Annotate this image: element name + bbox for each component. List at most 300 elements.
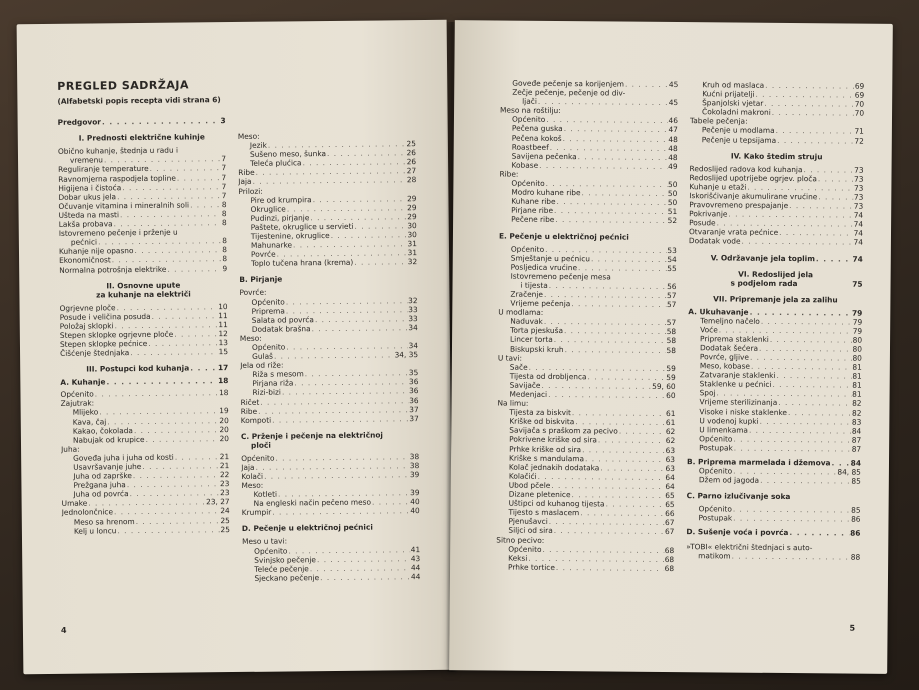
toc-leader-dots [619, 427, 665, 436]
toc-entry-page: 79 [852, 326, 863, 336]
toc-entry-page: 73 [853, 192, 864, 202]
toc-entry-title: Prilozi: [238, 186, 263, 196]
toc-entry-title: i tijesta [520, 280, 548, 290]
toc-entry-title: Prhke tortice [508, 562, 555, 572]
toc-leader-dots [733, 514, 850, 524]
toc-entry-page: 61 [665, 418, 676, 428]
toc-entry-page: 50 [667, 198, 678, 208]
toc-entry-page: 57 [667, 290, 677, 301]
toc-entry-title: Zajutrak: [60, 398, 95, 409]
toc-entry-page: 51 [667, 207, 678, 217]
toc-entry-title: Rizi-bizi [252, 387, 281, 398]
toc-entry-page: 57 [666, 318, 677, 328]
toc-entry [240, 350, 418, 361]
toc-entry-page: 7 [221, 181, 227, 191]
right-column-2 [686, 80, 864, 561]
toc-entry-page: 57 [666, 300, 677, 310]
toc-entry-title: Sušeno meso, šunka [249, 149, 327, 160]
toc-entry-page: 45 [668, 79, 679, 90]
toc-entry-page: 63 [665, 445, 676, 455]
toc-entry-title: Spoj [699, 388, 716, 398]
toc-entry-page: 81 [852, 389, 862, 400]
toc-entry-title: Kuhane ribe [511, 196, 556, 207]
toc-entry-page: 67 [665, 518, 675, 528]
toc-entry-title: Tabele pečenja: [689, 116, 748, 127]
toc-leader-dots [523, 360, 675, 361]
toc-entry-title: Lincer torta [510, 335, 553, 345]
left-column-1 [57, 80, 230, 535]
toc-entry-title: Meso: [237, 131, 260, 141]
toc-entry-title: Torta pjeskuša [510, 325, 564, 336]
toc-entry-title: Kuhanje u etaži [689, 181, 747, 192]
toc-leader-dots [284, 366, 417, 367]
toc-entry-page: 61 [665, 409, 676, 419]
toc-list-right-s1 [499, 79, 678, 226]
toc-leader-dots [81, 450, 228, 452]
toc-entry-page: 31 [407, 239, 417, 249]
toc-entry-title: Vrijeme pečenja [510, 298, 571, 309]
toc-entry-title: Pečena kokoš [511, 133, 562, 143]
section-heading-2b: za kuhanje na električi [96, 289, 191, 300]
subsection-b-marmelada: B. Priprema marmelada i džemova . . . 84 [687, 457, 861, 468]
toc-entry-page: 63 [665, 454, 676, 464]
toc-entry-page: 32 [408, 295, 418, 305]
toc-entry-title: Pečenje u tepsijama [701, 134, 777, 145]
toc-entry-page: 85 [851, 505, 861, 515]
toc-entry-title: Jaja [241, 462, 255, 472]
subsection-d-head: D. Pečenje u električnoj pećnici [241, 523, 373, 534]
toc-entry-page: 34 [408, 322, 418, 332]
toc-entry-page: 21 [219, 451, 230, 462]
toc-entry-page: 81 [852, 371, 862, 381]
toc-entry-title: Pravovremeno prespajanje [689, 200, 789, 211]
toc-entry-page: 13 [218, 338, 229, 348]
toc-entry-title: Općenito [251, 296, 285, 307]
toc-entry-page: 73 [853, 183, 864, 193]
toc-entry-title: Džem od jagoda [698, 475, 760, 485]
toc-entry-page: 44 [410, 562, 421, 572]
toc-leader-dots [571, 299, 666, 309]
toc-entry-title: Siljci od sira [508, 525, 553, 536]
toc-leader-dots [804, 165, 854, 175]
toc-leader-dots [174, 329, 217, 339]
toc-entry-page: 84 [851, 426, 862, 436]
toc-leader-dots [777, 135, 853, 145]
toc-leader-dots [117, 525, 219, 535]
toc-entry-title: Općenito [508, 544, 542, 554]
toc-entry-title: Savijača s praškom za pecivo [509, 425, 618, 436]
toc-entry [241, 470, 419, 481]
toc-entry [686, 514, 860, 525]
toc-entry [690, 135, 864, 146]
toc-list-right2-s4 [687, 466, 861, 486]
toc-entry-title: Juha od zaprške [73, 471, 132, 481]
page-number-left: 4 [60, 625, 67, 635]
section-heading-2a: II. Osnovne upute [106, 280, 181, 290]
toc-entry-page: 48 [668, 134, 678, 144]
subsection-c-head1: C. Prženje i pečenje na električnoj [240, 430, 383, 441]
toc-leader-dots [734, 443, 851, 453]
toc-entry-page: 54 [667, 254, 677, 264]
toc-entry-title: Ribe: [499, 169, 519, 179]
toc-entry-page: 19 [219, 406, 229, 416]
toc-entry-title: Mahunarke [250, 240, 293, 250]
toc-leader-dots [606, 500, 665, 510]
toc-entry-page: 30 [407, 230, 417, 240]
toc-entry-title: Kobase [511, 160, 539, 170]
toc-entry-page: 74 [853, 228, 864, 238]
toc-entry-page: 25 [220, 524, 230, 534]
toc-entry-title: Zračenje [510, 289, 544, 299]
toc-entry-page: 36 [409, 395, 419, 405]
toc-entry-title: Sače [509, 362, 528, 372]
toc-entry-page: 65 [665, 490, 675, 501]
toc-entry-title: ljači [522, 96, 537, 107]
toc-entry [60, 388, 228, 399]
toc-entry-title: Pečenje u modlama [701, 125, 775, 136]
toc-entry-title: Španjolski vjetar [702, 98, 764, 108]
toc-entry-title: Toplo tučena hrana (krema) [251, 258, 354, 269]
toc-entry-title: Pečena guska [511, 124, 563, 134]
toc-entry-page: 28 [406, 175, 417, 185]
toc-entry-page: 8 [221, 209, 227, 219]
toc-leader-dots [519, 177, 676, 178]
toc-leader-dots [372, 497, 409, 506]
toc-entry-title: Meso: [241, 480, 264, 491]
toc-entry-title: U limenkama [699, 424, 749, 435]
toc-entry-title: Pirjane ribe [511, 205, 554, 216]
toc-entry-page: 64 [665, 481, 675, 491]
toc-entry [59, 264, 227, 275]
toc-entry-title: Općenito [698, 504, 732, 514]
toc-entry-page: 70 [854, 99, 865, 109]
toc-entry-title: Juha od povrća [73, 489, 129, 499]
toc-entry-page: 70 [854, 108, 865, 118]
toc-entry-title: Voće [700, 324, 718, 335]
section-heading-3: III. Postupci kod kuhanja . . . 17 [60, 363, 228, 374]
section-heading-4: IV. Kako štedim struju [730, 151, 823, 161]
toc-entry-title: Nabujak od krupice [72, 434, 145, 445]
toc-leader-dots [760, 476, 850, 486]
toc-entry-title: Pokrivanje [689, 209, 728, 219]
toc-entry-title: Tijestenine, okruglice [250, 231, 330, 241]
toc-entry-title: Juha: [61, 444, 80, 454]
toc-entry-page: 85 [851, 476, 861, 486]
page-number-right: 5 [849, 623, 856, 633]
toc-entry-page: 39 [409, 470, 420, 480]
toc-entry-page: 25 [406, 139, 416, 149]
subsection-a-ukuhavanje: A. Ukuhavanje . . . 79 [688, 307, 862, 318]
toc-entry [242, 572, 420, 583]
toc-entry-title: Dobar ukus jela [58, 191, 117, 202]
toc-entry-title: Medenjaci [509, 389, 548, 399]
toc-entry [238, 176, 416, 187]
toc-entry-title: Ekonomičnost [59, 255, 111, 266]
toc-entry-title: Čokoladni makroni [702, 107, 771, 118]
toc-entry [61, 434, 229, 445]
toc-entry-title: Istovremeno pečenje mesa [510, 271, 611, 282]
subsection-c-head2: ploči [250, 440, 271, 450]
toc-entry [496, 562, 674, 573]
toc-entry-page: 58 [666, 345, 677, 355]
toc-leader-dots [562, 113, 677, 114]
toc-entry-title: Istovremeno pečenje i prženje u [58, 227, 178, 238]
toc-leader-dots [130, 347, 217, 357]
toc-entry-page: 15 [218, 347, 229, 357]
toc-entry-title: pećnici [70, 237, 98, 247]
toc-entry [242, 506, 420, 517]
toc-entry-title: Općenito [241, 453, 275, 463]
toc-entry-page: 81 [852, 380, 862, 390]
toc-entry-page: 18 [219, 388, 229, 398]
toc-entry-title: Normalna potrošnja elektrike [59, 264, 167, 275]
toc-entry-page: 80 [852, 353, 862, 363]
toc-entry-page: 80 [852, 335, 863, 345]
toc-leader-dots [565, 345, 666, 355]
toc-leader-dots [554, 526, 664, 536]
toc-entry-title: Vrijeme sterilizinanja [699, 397, 778, 408]
toc-entry-title: Meso, kobase [699, 361, 751, 371]
toc-entry-page: 68 [664, 554, 675, 564]
toc-entry-page: 29 [407, 211, 417, 222]
toc-entry-page: 52 [667, 216, 678, 226]
toc-entry [689, 237, 863, 248]
toc-entry-title: Posude i veličina posuda [59, 311, 151, 322]
subsection-e-head: E. Pečenje u električnoj pećnici [498, 230, 629, 242]
toc-entry-page: 45 [668, 98, 679, 108]
toc-entry-title: Posljedica vrućine [510, 262, 578, 272]
right-column-1 [496, 79, 678, 573]
toc-entry-title: Temeljno načelo [700, 315, 760, 326]
section-heading-6a: VI. Redoslijed jela [738, 269, 814, 279]
section-heading-7: VII. Pripremanje jela za zalihu [713, 293, 838, 304]
toc-entry-title: Položaj sklopki [59, 321, 114, 331]
toc-entry-page: 48 [668, 152, 678, 162]
toc-entry-page: 9 [222, 263, 228, 273]
toc-entry-title: Kotleti [253, 489, 278, 500]
toc-entry-title: Redoslijed radova kod kuhanja [689, 163, 803, 174]
toc-entry-title: Modro kuhane ribe [511, 187, 581, 198]
toc-entry-title: Iskorišćivanje akumulirane vrućine [689, 191, 818, 202]
toc-entry [687, 475, 861, 486]
toc-entry-page: 34, 35 [394, 350, 419, 360]
toc-entry-title: Savijena pečenka [511, 151, 577, 161]
toc-entry [60, 347, 228, 358]
toc-entry-title: Priprema staklenki [700, 334, 769, 344]
toc-entry-title: Lakša probava [58, 219, 113, 229]
toc-entry-title: Ogrjevne ploče [59, 302, 116, 313]
toc-list-s3 [60, 388, 230, 535]
toc-entry-title: Općenito [60, 389, 94, 400]
toc-entry-title: Svinjsko pečenje [254, 554, 317, 565]
toc-entry-title: Kućni prijatelji [702, 89, 755, 99]
toc-entry-page: 71 [854, 127, 864, 137]
toc-entry-page: 23 [220, 488, 230, 498]
toc-list-right2-s5 [686, 504, 860, 524]
toc-entry-title: Općenito [511, 114, 546, 125]
toc-leader-dots [177, 173, 221, 183]
toc-entry-title: Postupak [699, 443, 733, 453]
toc-entry-page: 25 [220, 515, 230, 525]
toc-entry-page: 49 [668, 161, 678, 171]
toc-entry-title: Riža s mesom [252, 369, 304, 380]
toc-entry-title: Salata od povrća [251, 314, 314, 325]
toc-entry-page: 8 [221, 218, 227, 228]
toc-entry-page: 12 [218, 328, 228, 339]
toc-entry-page: 82 [851, 408, 862, 418]
toc-leader-dots [274, 350, 394, 360]
toc-entry-page: 46 [668, 116, 679, 126]
toc-entry-title: Kakao, čokolada [72, 425, 133, 436]
subsection-c-sok: C. Parno izlučivanje soka [686, 491, 791, 502]
toc-entry-title: Sjeckano pečenje [254, 572, 320, 583]
toc-entry-title: Općenito [510, 244, 545, 254]
toc-leader-dots [354, 258, 407, 268]
toc-entry-title: Kompoti [240, 415, 272, 425]
toc-entry-page: 20 [219, 424, 229, 434]
toc-entry-page: 20 [219, 433, 230, 443]
toc-entry-title: U tavi: [497, 353, 523, 363]
toc-entry-title: Teleća plućica [250, 158, 302, 169]
toc-entry-page: 35 [408, 368, 419, 378]
toc-entry-title: Dizane pletenice [508, 489, 571, 500]
toc-entry-page: 55 [667, 263, 677, 273]
toc-entry-title: Redoslijed upotrijebe ogrjev. ploča [689, 172, 817, 184]
toc-entry-title: Jela od riže: [240, 360, 284, 371]
toc-entry [241, 414, 419, 425]
toc-entry-title: Meso u tavi: [241, 536, 288, 547]
toc-entry-page: 53 [667, 245, 677, 255]
toc-entry-page: 58 [666, 336, 677, 346]
toc-entry-title: Prežgana juha [73, 480, 126, 490]
toc-entry-page: 73 [854, 165, 864, 175]
toc-entry-page: 8 [221, 199, 227, 209]
toc-entry-title: Paštete, okruglice u servieti [250, 221, 354, 232]
toc-entry-title: Općenito [511, 178, 545, 188]
toc-entry-title: Pokrivene kriške od sira [509, 435, 597, 445]
toc-entry-title: Ričet [240, 397, 260, 407]
toc-entry-title: Stepen sklopke pećnice [59, 338, 148, 349]
toc-entry-page: 62 [665, 436, 676, 446]
toc-entry-page: 29 [407, 202, 417, 212]
toc-list-s1 [58, 145, 227, 274]
toc-entry-title: Kuhanje nije opasno [58, 246, 134, 257]
toc-entry-page: 50 [667, 179, 678, 190]
toc-entry-page: 27 [406, 166, 417, 176]
toc-entry-page: 22 [219, 470, 230, 480]
toc-entry-title: Smještanje u pećnicu [510, 253, 591, 263]
left-column-2 [238, 130, 421, 583]
toc-leader-dots [612, 279, 676, 280]
toc-entry-page: 73 [853, 201, 864, 211]
toc-entry-title: Keksi [508, 553, 528, 563]
toc-entry-title: Naduvak [510, 316, 543, 327]
toc-entry-page: 47 [668, 125, 678, 135]
toc-entry-page: 34 [408, 341, 419, 351]
toc-entry-page: 67 [664, 527, 675, 537]
toc-entry-title: Pjenušavci [508, 516, 548, 527]
toc-entry-page: 74 [853, 237, 863, 248]
toc-entry-title: Pirjana riža [252, 378, 294, 389]
page-title: PREGLED SADRŽAJA [57, 78, 190, 93]
toc-entry-page: 82 [852, 399, 862, 409]
toc-entry-title: Mlijeko [72, 407, 99, 418]
toc-entry-page: 86 [851, 514, 861, 525]
toc-entry-title: Kolačići [508, 471, 537, 481]
toc-leader-dots [818, 192, 853, 201]
toc-leader-dots [264, 470, 409, 481]
toc-entry-predgovor: Predgovor . . . 3 [58, 116, 226, 127]
toc-entry-page: 36 [408, 377, 419, 387]
toc-entry-title: Jaja [238, 177, 252, 187]
section-heading-1: I. Prednosti električne kuhinje [78, 132, 205, 143]
toc-entry-page: 87 [851, 444, 862, 454]
toc-entry-page: 48 [668, 143, 678, 153]
toc-entry-title: Kruh od maslaca [702, 80, 765, 90]
toc-leader-dots [312, 323, 408, 333]
toc-entry-page: 7 [221, 190, 227, 200]
toc-list-pecenje [242, 536, 420, 583]
toc-leader-dots [749, 124, 863, 125]
toc-entry-page: 58 [666, 327, 677, 337]
toc-entry-page: 33 [408, 304, 418, 314]
toc-entry-title: Uštipci od kuhanog tijesta [508, 498, 605, 509]
toc-entry-title: Roastbeef [511, 142, 549, 152]
subsection-a-kuhanje: A. Kuhanje . . . 18 [60, 376, 228, 387]
toc-entry-page: 21 [219, 461, 230, 471]
toc-entry-page: 20 [219, 415, 229, 425]
toc-entry-title: Kelj u loncu [73, 525, 117, 536]
toc-entry-title: Usavršavanje juhe [73, 461, 142, 472]
toc-entry-title: Meso na roštilju: [500, 105, 561, 116]
toc-entry-title: Posude [689, 218, 716, 228]
toc-leader-dots [95, 388, 218, 398]
toc-entry-title: Meso sa hrenom [73, 516, 135, 527]
toc-entry-title: Općenito [251, 342, 286, 352]
toc-list-right2-s3 [687, 316, 862, 454]
toc-entry-page: 10 [218, 301, 228, 311]
toc-entry-title: Čišćenje štednjaka [60, 348, 130, 358]
toc-leader-dots [272, 507, 409, 518]
toc-entry-page: 69 [854, 81, 865, 91]
toc-entry-title: U vodenoj kupki [699, 415, 759, 426]
toc-entry [500, 160, 678, 171]
toc-list-right2-s1 [690, 80, 865, 145]
toc-list-right-s2 [496, 244, 677, 573]
toc-list-right2-s2 [689, 164, 864, 247]
toc-entry-page: 39 [410, 488, 420, 498]
toc-entry-title: Kava, čaj [72, 416, 107, 427]
toc-leader-dots [625, 80, 668, 89]
toc-entry-title: Povrće, gljive [699, 352, 750, 362]
toc-entry-title: Postupak [698, 513, 733, 523]
toc-entry-title: Meso: [239, 333, 262, 343]
toc-entry-title: Teleće pečenje [254, 563, 309, 574]
toc-leader-dots [253, 176, 406, 187]
toc-entry-page: 38 [409, 451, 420, 461]
toc-entry-title: Općenito [699, 434, 733, 444]
toc-entry-title: Obično kuhanje, štednja u radu i [57, 145, 179, 157]
toc-entry-page: 26 [406, 157, 417, 167]
toc-entry-title: Povrće [250, 249, 276, 260]
left-page [17, 20, 454, 674]
toc-entry-page: 37 [409, 404, 419, 414]
toc-entry-title: Goveđe pečenje sa korijenjem [512, 78, 625, 89]
toc-leader-dots [320, 572, 410, 582]
toc-entry-page: 29 [406, 193, 417, 203]
toc-entry-page: 87 [851, 435, 862, 445]
toc-leader-dots [818, 174, 853, 183]
